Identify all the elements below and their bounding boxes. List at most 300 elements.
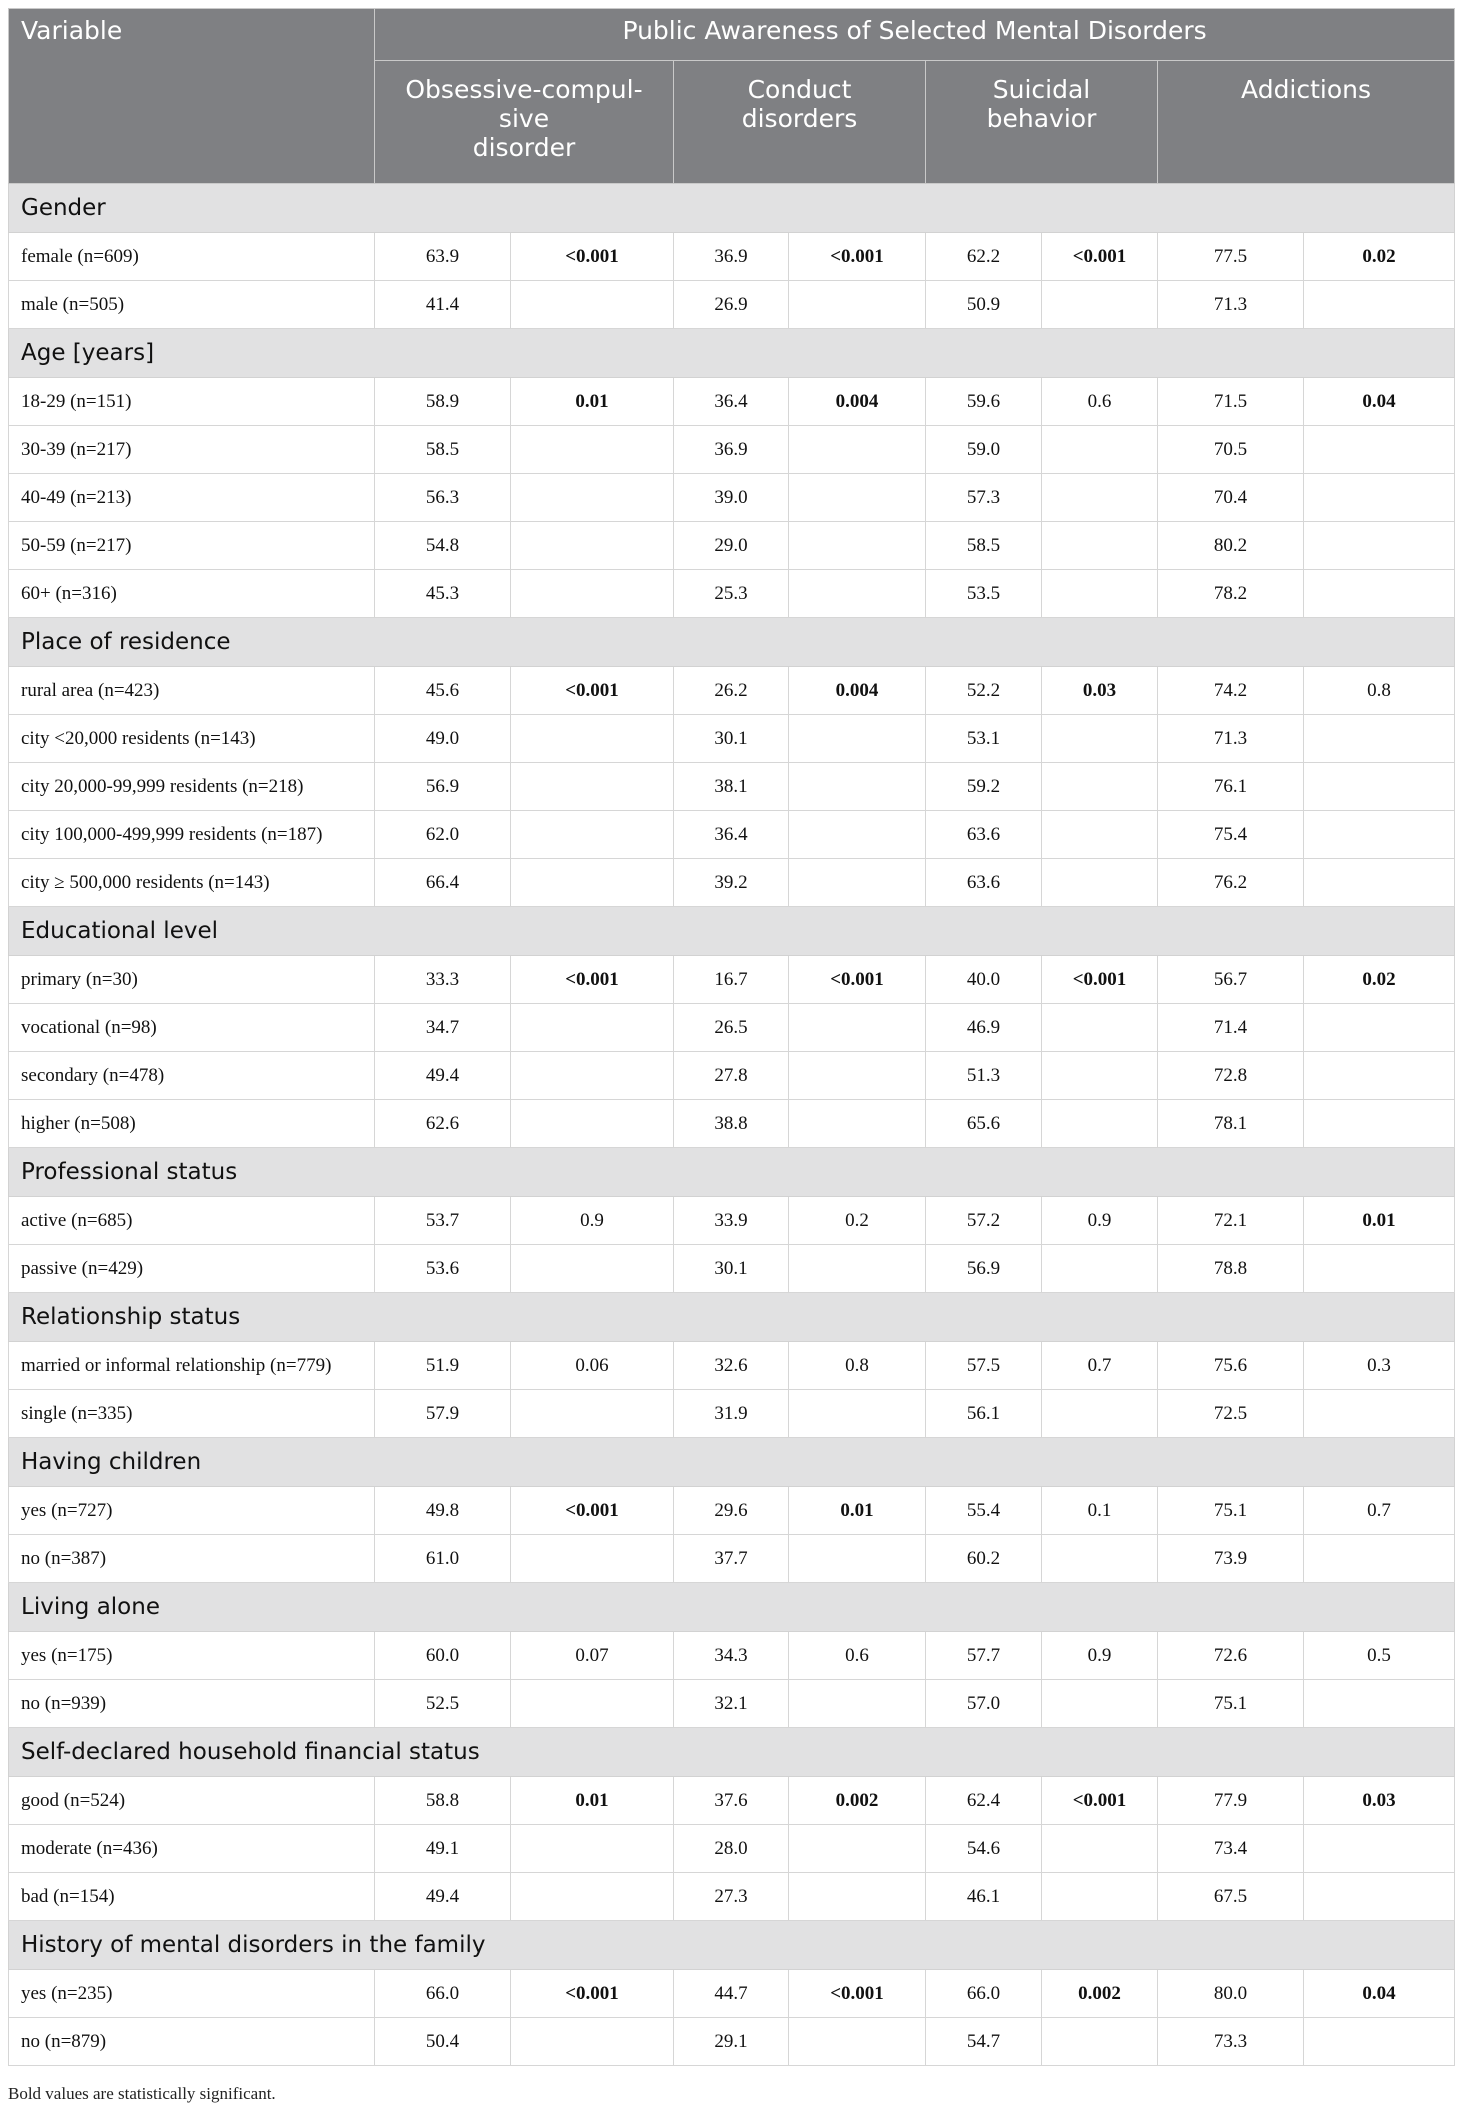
row-label: good (n=524) bbox=[9, 1777, 375, 1825]
percent-cell: 78.2 bbox=[1158, 570, 1304, 618]
p-value-cell bbox=[789, 763, 926, 811]
percent-cell: 25.3 bbox=[674, 570, 789, 618]
percent-cell: 53.7 bbox=[375, 1197, 511, 1245]
table-header bbox=[9, 9, 1455, 184]
p-value-cell: 0.02 bbox=[1304, 956, 1455, 1004]
p-value-cell: 0.8 bbox=[1304, 667, 1455, 715]
percent-cell: 49.4 bbox=[375, 1052, 511, 1100]
p-value-cell bbox=[789, 2018, 926, 2066]
p-value-cell bbox=[789, 715, 926, 763]
p-value-cell: 0.01 bbox=[789, 1487, 926, 1535]
percent-cell: 30.1 bbox=[674, 715, 789, 763]
p-value-cell: <0.001 bbox=[511, 667, 674, 715]
table-row bbox=[9, 1004, 1455, 1052]
p-value-cell bbox=[1042, 1535, 1158, 1583]
percent-cell: 57.7 bbox=[926, 1632, 1042, 1680]
p-value-cell bbox=[1042, 1004, 1158, 1052]
p-value-cell bbox=[1042, 1873, 1158, 1921]
table-row bbox=[9, 2018, 1455, 2066]
percent-cell: 55.4 bbox=[926, 1487, 1042, 1535]
table-row bbox=[9, 1825, 1455, 1873]
table-row bbox=[9, 1873, 1455, 1921]
p-value-cell: <0.001 bbox=[1042, 1777, 1158, 1825]
percent-cell: 66.0 bbox=[926, 1970, 1042, 2018]
p-value-cell bbox=[1304, 1825, 1455, 1873]
table-row bbox=[9, 859, 1455, 907]
table-row bbox=[9, 1777, 1455, 1825]
row-label: city 100,000-499,999 residents (n=187) bbox=[9, 811, 375, 859]
table-row bbox=[9, 1487, 1455, 1535]
percent-cell: 57.3 bbox=[926, 474, 1042, 522]
percent-cell: 45.6 bbox=[375, 667, 511, 715]
percent-cell: 32.1 bbox=[674, 1680, 789, 1728]
p-value-cell bbox=[789, 1873, 926, 1921]
percent-cell: 28.0 bbox=[674, 1825, 789, 1873]
p-value-cell bbox=[1304, 1052, 1455, 1100]
p-value-cell bbox=[1304, 1873, 1455, 1921]
percent-cell: 29.0 bbox=[674, 522, 789, 570]
p-value-cell: <0.001 bbox=[789, 956, 926, 1004]
percent-cell: 75.4 bbox=[1158, 811, 1304, 859]
section-title: Gender bbox=[9, 184, 1455, 233]
p-value-cell bbox=[511, 1535, 674, 1583]
p-value-cell: 0.01 bbox=[511, 1777, 674, 1825]
p-value-cell: 0.6 bbox=[789, 1632, 926, 1680]
row-label: 18-29 (n=151) bbox=[9, 378, 375, 426]
percent-cell: 78.1 bbox=[1158, 1100, 1304, 1148]
p-value-cell: <0.001 bbox=[1042, 233, 1158, 281]
percent-cell: 31.9 bbox=[674, 1390, 789, 1438]
p-value-cell bbox=[1304, 474, 1455, 522]
percent-cell: 49.0 bbox=[375, 715, 511, 763]
row-label: city 20,000-99,999 residents (n=218) bbox=[9, 763, 375, 811]
p-value-cell: 0.004 bbox=[789, 378, 926, 426]
p-value-cell bbox=[1304, 715, 1455, 763]
p-value-cell: 0.004 bbox=[789, 667, 926, 715]
section-title: Living alone bbox=[9, 1583, 1455, 1632]
percent-cell: 38.1 bbox=[674, 763, 789, 811]
p-value-cell bbox=[511, 1100, 674, 1148]
section-row bbox=[9, 1438, 1455, 1487]
percent-cell: 53.5 bbox=[926, 570, 1042, 618]
percent-cell: 60.2 bbox=[926, 1535, 1042, 1583]
percent-cell: 78.8 bbox=[1158, 1245, 1304, 1293]
p-value-cell bbox=[1304, 2018, 1455, 2066]
section-title: Age [years] bbox=[9, 329, 1455, 378]
percent-cell: 76.1 bbox=[1158, 763, 1304, 811]
variable-header: Variable bbox=[9, 9, 375, 184]
p-value-cell: <0.001 bbox=[789, 1970, 926, 2018]
section-title: Self-declared household financial status bbox=[9, 1728, 1455, 1777]
percent-cell: 58.8 bbox=[375, 1777, 511, 1825]
percent-cell: 56.9 bbox=[926, 1245, 1042, 1293]
percent-cell: 36.4 bbox=[674, 811, 789, 859]
table-row bbox=[9, 811, 1455, 859]
p-value-cell bbox=[1304, 1680, 1455, 1728]
percent-cell: 72.8 bbox=[1158, 1052, 1304, 1100]
p-value-cell bbox=[511, 715, 674, 763]
table-row bbox=[9, 474, 1455, 522]
p-value-cell: 0.7 bbox=[1042, 1342, 1158, 1390]
row-label: passive (n=429) bbox=[9, 1245, 375, 1293]
table-row bbox=[9, 1100, 1455, 1148]
table-body bbox=[9, 184, 1455, 2066]
percent-cell: 51.9 bbox=[375, 1342, 511, 1390]
p-value-cell: 0.1 bbox=[1042, 1487, 1158, 1535]
percent-cell: 73.9 bbox=[1158, 1535, 1304, 1583]
percent-cell: 46.9 bbox=[926, 1004, 1042, 1052]
percent-cell: 65.6 bbox=[926, 1100, 1042, 1148]
p-value-cell bbox=[1304, 1535, 1455, 1583]
percent-cell: 41.4 bbox=[375, 281, 511, 329]
p-value-cell bbox=[1304, 1245, 1455, 1293]
percent-cell: 74.2 bbox=[1158, 667, 1304, 715]
p-value-cell: 0.5 bbox=[1304, 1632, 1455, 1680]
p-value-cell bbox=[1042, 426, 1158, 474]
p-value-cell bbox=[789, 522, 926, 570]
percent-cell: 56.7 bbox=[1158, 956, 1304, 1004]
p-value-cell bbox=[1042, 763, 1158, 811]
percent-cell: 59.6 bbox=[926, 378, 1042, 426]
percent-cell: 72.6 bbox=[1158, 1632, 1304, 1680]
section-title: History of mental disorders in the family bbox=[9, 1921, 1455, 1970]
percent-cell: 29.1 bbox=[674, 2018, 789, 2066]
percent-cell: 76.2 bbox=[1158, 859, 1304, 907]
section-title: Place of residence bbox=[9, 618, 1455, 667]
p-value-cell: 0.9 bbox=[1042, 1197, 1158, 1245]
row-label: no (n=387) bbox=[9, 1535, 375, 1583]
table-row bbox=[9, 233, 1455, 281]
row-label: 30-39 (n=217) bbox=[9, 426, 375, 474]
percent-cell: 58.9 bbox=[375, 378, 511, 426]
percent-cell: 32.6 bbox=[674, 1342, 789, 1390]
table-row bbox=[9, 956, 1455, 1004]
row-label: married or informal relationship (n=779) bbox=[9, 1342, 375, 1390]
table-row bbox=[9, 1535, 1455, 1583]
row-label: male (n=505) bbox=[9, 281, 375, 329]
percent-cell: 46.1 bbox=[926, 1873, 1042, 1921]
percent-cell: 62.4 bbox=[926, 1777, 1042, 1825]
p-value-cell bbox=[1304, 281, 1455, 329]
p-value-cell bbox=[511, 811, 674, 859]
group-header: Public Awareness of Selected Mental Disorders bbox=[375, 9, 1455, 61]
row-label: vocational (n=98) bbox=[9, 1004, 375, 1052]
row-label: 50-59 (n=217) bbox=[9, 522, 375, 570]
table-row bbox=[9, 1970, 1455, 2018]
percent-cell: 26.5 bbox=[674, 1004, 789, 1052]
p-value-cell: 0.6 bbox=[1042, 378, 1158, 426]
percent-cell: 75.1 bbox=[1158, 1487, 1304, 1535]
percent-cell: 30.1 bbox=[674, 1245, 789, 1293]
p-value-cell: 0.01 bbox=[511, 378, 674, 426]
col-header-ocd: Obsessive-compul- sive disorder bbox=[375, 61, 674, 184]
percent-cell: 36.9 bbox=[674, 233, 789, 281]
p-value-cell: 0.2 bbox=[789, 1197, 926, 1245]
row-label: no (n=939) bbox=[9, 1680, 375, 1728]
percent-cell: 54.8 bbox=[375, 522, 511, 570]
percent-cell: 44.7 bbox=[674, 1970, 789, 2018]
percent-cell: 62.2 bbox=[926, 233, 1042, 281]
row-label: rural area (n=423) bbox=[9, 667, 375, 715]
p-value-cell bbox=[789, 1535, 926, 1583]
row-label: moderate (n=436) bbox=[9, 1825, 375, 1873]
percent-cell: 37.6 bbox=[674, 1777, 789, 1825]
p-value-cell bbox=[511, 1390, 674, 1438]
p-value-cell bbox=[1042, 715, 1158, 763]
p-value-cell bbox=[511, 2018, 674, 2066]
section-row bbox=[9, 1728, 1455, 1777]
row-label: 40-49 (n=213) bbox=[9, 474, 375, 522]
row-label: female (n=609) bbox=[9, 233, 375, 281]
p-value-cell bbox=[511, 474, 674, 522]
percent-cell: 63.6 bbox=[926, 811, 1042, 859]
p-value-cell bbox=[511, 570, 674, 618]
p-value-cell bbox=[789, 811, 926, 859]
p-value-cell bbox=[511, 281, 674, 329]
p-value-cell bbox=[1304, 1100, 1455, 1148]
p-value-cell bbox=[789, 1390, 926, 1438]
percent-cell: 49.8 bbox=[375, 1487, 511, 1535]
p-value-cell bbox=[511, 1825, 674, 1873]
percent-cell: 45.3 bbox=[375, 570, 511, 618]
percent-cell: 50.9 bbox=[926, 281, 1042, 329]
percent-cell: 29.6 bbox=[674, 1487, 789, 1535]
percent-cell: 52.5 bbox=[375, 1680, 511, 1728]
percent-cell: 33.3 bbox=[375, 956, 511, 1004]
percent-cell: 66.0 bbox=[375, 1970, 511, 2018]
percent-cell: 58.5 bbox=[926, 522, 1042, 570]
section-row bbox=[9, 907, 1455, 956]
p-value-cell: <0.001 bbox=[511, 1970, 674, 2018]
p-value-cell: 0.06 bbox=[511, 1342, 674, 1390]
percent-cell: 57.2 bbox=[926, 1197, 1042, 1245]
percent-cell: 73.4 bbox=[1158, 1825, 1304, 1873]
p-value-cell bbox=[1042, 1245, 1158, 1293]
p-value-cell bbox=[511, 859, 674, 907]
p-value-cell bbox=[511, 1873, 674, 1921]
p-value-cell bbox=[789, 1680, 926, 1728]
p-value-cell bbox=[1042, 1680, 1158, 1728]
p-value-cell: 0.03 bbox=[1042, 667, 1158, 715]
percent-cell: 54.6 bbox=[926, 1825, 1042, 1873]
table-row bbox=[9, 763, 1455, 811]
percent-cell: 36.4 bbox=[674, 378, 789, 426]
percent-cell: 34.3 bbox=[674, 1632, 789, 1680]
percent-cell: 72.5 bbox=[1158, 1390, 1304, 1438]
percent-cell: 71.5 bbox=[1158, 378, 1304, 426]
table-row bbox=[9, 522, 1455, 570]
percent-cell: 60.0 bbox=[375, 1632, 511, 1680]
p-value-cell bbox=[1042, 1390, 1158, 1438]
percent-cell: 59.2 bbox=[926, 763, 1042, 811]
p-value-cell bbox=[511, 426, 674, 474]
row-label: primary (n=30) bbox=[9, 956, 375, 1004]
percent-cell: 63.9 bbox=[375, 233, 511, 281]
percent-cell: 26.9 bbox=[674, 281, 789, 329]
percent-cell: 51.3 bbox=[926, 1052, 1042, 1100]
section-row bbox=[9, 1293, 1455, 1342]
percent-cell: 70.4 bbox=[1158, 474, 1304, 522]
percent-cell: 80.2 bbox=[1158, 522, 1304, 570]
p-value-cell bbox=[1304, 522, 1455, 570]
percent-cell: 66.4 bbox=[375, 859, 511, 907]
p-value-cell bbox=[511, 1052, 674, 1100]
p-value-cell bbox=[789, 1825, 926, 1873]
percent-cell: 77.9 bbox=[1158, 1777, 1304, 1825]
table-row bbox=[9, 378, 1455, 426]
p-value-cell bbox=[1304, 426, 1455, 474]
p-value-cell bbox=[789, 1052, 926, 1100]
table-row bbox=[9, 570, 1455, 618]
row-label: active (n=685) bbox=[9, 1197, 375, 1245]
percent-cell: 62.0 bbox=[375, 811, 511, 859]
p-value-cell bbox=[789, 426, 926, 474]
p-value-cell: 0.3 bbox=[1304, 1342, 1455, 1390]
p-value-cell bbox=[1042, 1825, 1158, 1873]
p-value-cell bbox=[1042, 570, 1158, 618]
percent-cell: 27.3 bbox=[674, 1873, 789, 1921]
col-header-suicidal: Suicidal behavior bbox=[926, 61, 1158, 184]
p-value-cell bbox=[789, 1004, 926, 1052]
percent-cell: 63.6 bbox=[926, 859, 1042, 907]
awareness-table bbox=[8, 8, 1455, 2066]
p-value-cell bbox=[1304, 1390, 1455, 1438]
row-label: yes (n=175) bbox=[9, 1632, 375, 1680]
p-value-cell: 0.02 bbox=[1304, 233, 1455, 281]
p-value-cell bbox=[1304, 811, 1455, 859]
section-row bbox=[9, 1921, 1455, 1970]
percent-cell: 72.1 bbox=[1158, 1197, 1304, 1245]
p-value-cell: 0.04 bbox=[1304, 378, 1455, 426]
section-title: Having children bbox=[9, 1438, 1455, 1487]
p-value-cell bbox=[1304, 763, 1455, 811]
p-value-cell: 0.002 bbox=[789, 1777, 926, 1825]
percent-cell: 37.7 bbox=[674, 1535, 789, 1583]
table-row bbox=[9, 1052, 1455, 1100]
percent-cell: 52.2 bbox=[926, 667, 1042, 715]
percent-cell: 62.6 bbox=[375, 1100, 511, 1148]
percent-cell: 54.7 bbox=[926, 2018, 1042, 2066]
section-row bbox=[9, 1148, 1455, 1197]
table-row bbox=[9, 1632, 1455, 1680]
p-value-cell: 0.03 bbox=[1304, 1777, 1455, 1825]
section-row bbox=[9, 618, 1455, 667]
p-value-cell: 0.7 bbox=[1304, 1487, 1455, 1535]
p-value-cell bbox=[789, 1100, 926, 1148]
p-value-cell: <0.001 bbox=[1042, 956, 1158, 1004]
p-value-cell bbox=[1304, 859, 1455, 907]
percent-cell: 36.9 bbox=[674, 426, 789, 474]
p-value-cell: 0.9 bbox=[511, 1197, 674, 1245]
section-title: Professional status bbox=[9, 1148, 1455, 1197]
p-value-cell bbox=[511, 1004, 674, 1052]
p-value-cell: 0.002 bbox=[1042, 1970, 1158, 2018]
percent-cell: 38.8 bbox=[674, 1100, 789, 1148]
percent-cell: 57.5 bbox=[926, 1342, 1042, 1390]
p-value-cell: 0.8 bbox=[789, 1342, 926, 1390]
percent-cell: 33.9 bbox=[674, 1197, 789, 1245]
table-row bbox=[9, 667, 1455, 715]
table-row bbox=[9, 715, 1455, 763]
table-row bbox=[9, 1342, 1455, 1390]
row-label: single (n=335) bbox=[9, 1390, 375, 1438]
col-header-addictions: Addictions bbox=[1158, 61, 1455, 184]
percent-cell: 39.0 bbox=[674, 474, 789, 522]
p-value-cell: <0.001 bbox=[511, 956, 674, 1004]
p-value-cell bbox=[1042, 811, 1158, 859]
percent-cell: 39.2 bbox=[674, 859, 789, 907]
table-row bbox=[9, 426, 1455, 474]
table-row bbox=[9, 281, 1455, 329]
section-row bbox=[9, 184, 1455, 233]
p-value-cell bbox=[789, 859, 926, 907]
percent-cell: 56.1 bbox=[926, 1390, 1042, 1438]
p-value-cell bbox=[1042, 1100, 1158, 1148]
p-value-cell bbox=[1304, 1004, 1455, 1052]
percent-cell: 75.1 bbox=[1158, 1680, 1304, 1728]
footnote: Bold values are statistically significant. bbox=[8, 2084, 276, 2103]
percent-cell: 71.3 bbox=[1158, 715, 1304, 763]
p-value-cell bbox=[1042, 474, 1158, 522]
percent-cell: 27.8 bbox=[674, 1052, 789, 1100]
p-value-cell bbox=[511, 1680, 674, 1728]
percent-cell: 50.4 bbox=[375, 2018, 511, 2066]
percent-cell: 80.0 bbox=[1158, 1970, 1304, 2018]
p-value-cell: 0.9 bbox=[1042, 1632, 1158, 1680]
p-value-cell bbox=[789, 570, 926, 618]
percent-cell: 58.5 bbox=[375, 426, 511, 474]
percent-cell: 26.2 bbox=[674, 667, 789, 715]
percent-cell: 34.7 bbox=[375, 1004, 511, 1052]
percent-cell: 53.6 bbox=[375, 1245, 511, 1293]
p-value-cell bbox=[1304, 570, 1455, 618]
p-value-cell bbox=[511, 1245, 674, 1293]
row-label: city ≥ 500,000 residents (n=143) bbox=[9, 859, 375, 907]
table-row bbox=[9, 1390, 1455, 1438]
p-value-cell bbox=[789, 474, 926, 522]
col-header-conduct: Conduct disorders bbox=[674, 61, 926, 184]
section-title: Relationship status bbox=[9, 1293, 1455, 1342]
row-label: higher (n=508) bbox=[9, 1100, 375, 1148]
p-value-cell bbox=[1042, 2018, 1158, 2066]
percent-cell: 59.0 bbox=[926, 426, 1042, 474]
row-label: no (n=879) bbox=[9, 2018, 375, 2066]
p-value-cell bbox=[1042, 859, 1158, 907]
percent-cell: 70.5 bbox=[1158, 426, 1304, 474]
percent-cell: 75.6 bbox=[1158, 1342, 1304, 1390]
percent-cell: 49.1 bbox=[375, 1825, 511, 1873]
p-value-cell: 0.07 bbox=[511, 1632, 674, 1680]
row-label: 60+ (n=316) bbox=[9, 570, 375, 618]
p-value-cell: <0.001 bbox=[789, 233, 926, 281]
p-value-cell: <0.001 bbox=[511, 233, 674, 281]
p-value-cell bbox=[511, 763, 674, 811]
row-label: secondary (n=478) bbox=[9, 1052, 375, 1100]
section-title: Educational level bbox=[9, 907, 1455, 956]
percent-cell: 71.4 bbox=[1158, 1004, 1304, 1052]
row-label: yes (n=727) bbox=[9, 1487, 375, 1535]
table-row bbox=[9, 1680, 1455, 1728]
row-label: yes (n=235) bbox=[9, 1970, 375, 2018]
percent-cell: 73.3 bbox=[1158, 2018, 1304, 2066]
percent-cell: 16.7 bbox=[674, 956, 789, 1004]
row-label: city <20,000 residents (n=143) bbox=[9, 715, 375, 763]
percent-cell: 57.9 bbox=[375, 1390, 511, 1438]
percent-cell: 53.1 bbox=[926, 715, 1042, 763]
p-value-cell bbox=[1042, 1052, 1158, 1100]
section-row bbox=[9, 1583, 1455, 1632]
percent-cell: 61.0 bbox=[375, 1535, 511, 1583]
